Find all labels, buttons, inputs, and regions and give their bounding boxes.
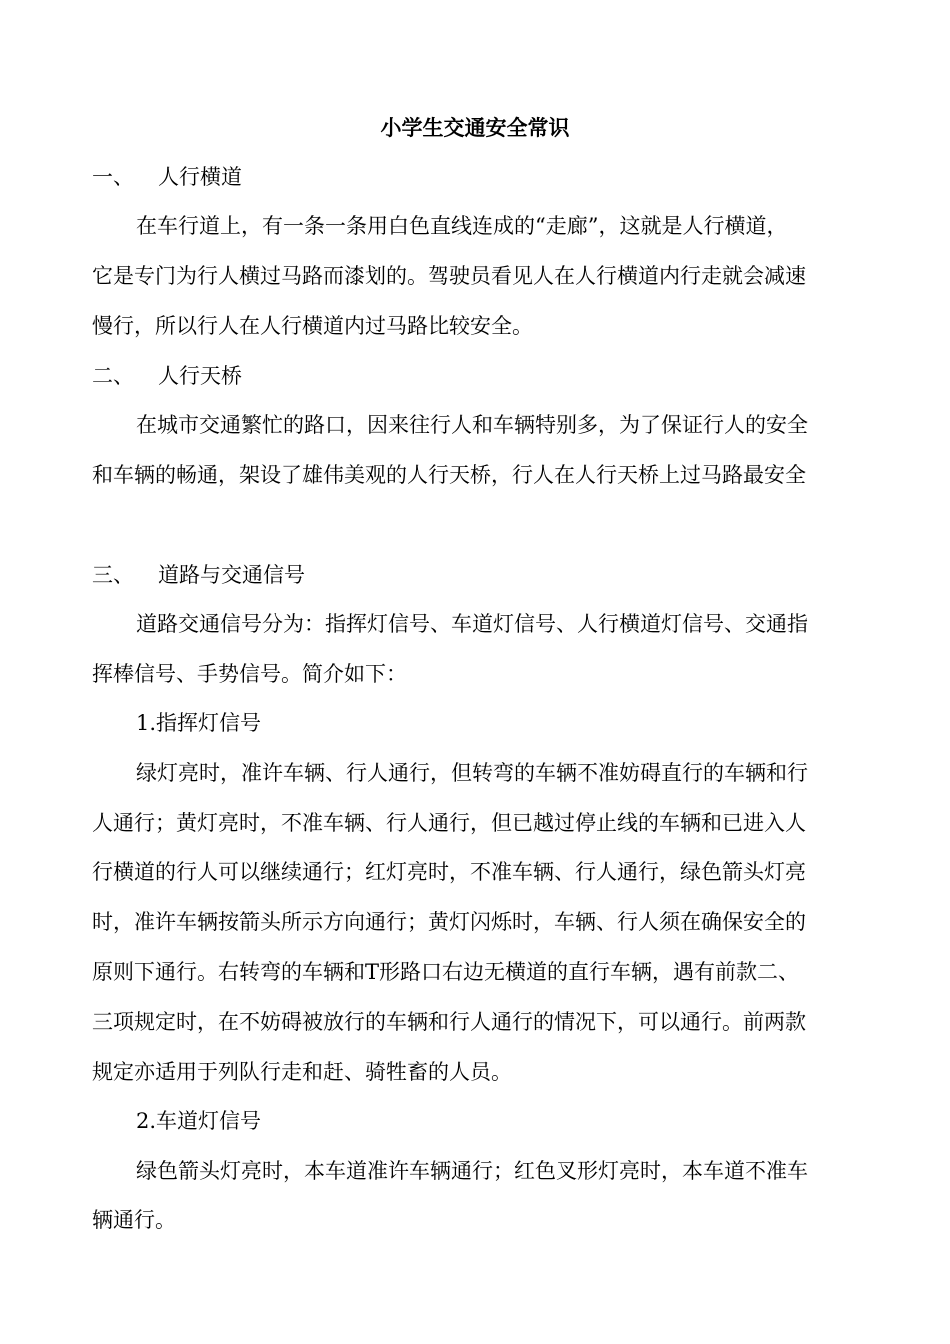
section-heading-3: [92, 561, 305, 589]
paragraph-line: 它是专门为行人横过马路而漆划的。驾驶员看见人在人行横道内行走就会减速: [92, 264, 806, 288]
subsection-heading-1: 1.指挥灯信号: [136, 711, 262, 735]
paragraph-line: 道路交通信号分为：指挥灯信号、车道灯信号、人行横道灯信号、交通指: [136, 612, 808, 636]
paragraph-line: 挥棒信号、手势信号。简介如下：: [92, 662, 407, 686]
section-heading-text: 人行天桥: [158, 364, 242, 388]
section-heading-1: [92, 163, 242, 191]
paragraph-line: 行横道的行人可以继续通行；红灯亮时，不准车辆、行人通行，绿色箭头灯亮: [92, 860, 806, 884]
paragraph-line: 绿灯亮时，准许车辆、行人通行，但转弯的车辆不准妨碍直行的车辆和行: [136, 761, 808, 785]
paragraph-line: 在车行道上，有一条一条用白色直线连成的“走廊”，这就是人行横道，: [136, 214, 788, 238]
paragraph-line: 和车辆的畅通，架设了雄伟美观的人行天桥，行人在人行天桥上过马路最安全: [92, 463, 806, 487]
subsection-heading-2: 2.车道灯信号: [136, 1109, 262, 1133]
section-heading-text: 道路与交通信号: [158, 563, 305, 587]
paragraph-line: 规定亦适用于列队行走和赶、骑牲畜的人员。: [92, 1060, 512, 1084]
paragraph-line: 人通行；黄灯亮时，不准车辆、行人通行，但已越过停止线的车辆和已进入人: [92, 811, 806, 835]
paragraph-line: 在城市交通繁忙的路口，因来往行人和车辆特别多，为了保证行人的安全: [136, 413, 808, 437]
paragraph-line: 辆通行。: [92, 1208, 176, 1232]
section-heading-2: [92, 362, 242, 390]
paragraph-line: 时，准许车辆按箭头所示方向通行；黄灯闪烁时，车辆、行人须在确保安全的: [92, 910, 806, 934]
paragraph-line: 绿色箭头灯亮时，本车道准许车辆通行；红色叉形灯亮时，本车道不准车: [136, 1159, 808, 1183]
section-number: 三、: [92, 563, 134, 587]
paragraph-line: 慢行，所以行人在人行横道内过马路比较安全。: [92, 314, 533, 338]
section-heading-text: 人行横道: [158, 165, 242, 189]
document-title: 小学生交通安全常识: [380, 115, 570, 140]
section-number: 二、: [92, 364, 134, 388]
section-number: 一、: [92, 165, 134, 189]
paragraph-line: 原则下通行。右转弯的车辆和T形路口右边无横道的直行车辆，遇有前款二、: [92, 960, 800, 984]
paragraph-line: 三项规定时，在不妨碍被放行的车辆和行人通行的情况下，可以通行。前两款: [92, 1010, 806, 1034]
